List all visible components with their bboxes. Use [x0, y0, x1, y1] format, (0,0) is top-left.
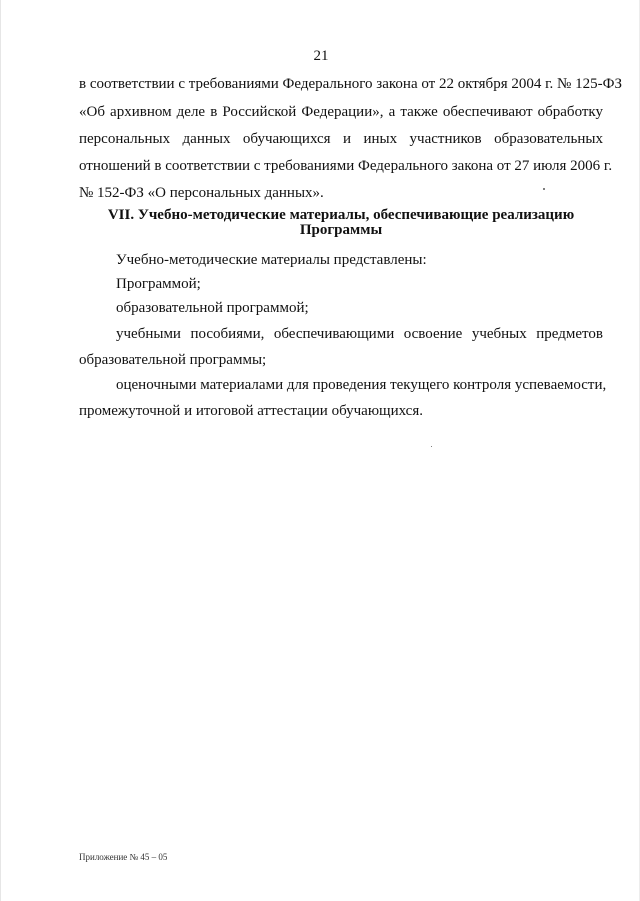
intro-text: Учебно-методические материалы представлены:	[116, 252, 427, 268]
paragraph-line: отношений в соответствии с требованиями Федерального закона от 27 июля 2006 г.	[79, 158, 613, 174]
section-heading-line-1: VII. Учебно-методические материалы, обеспечивающие реализацию	[107, 207, 575, 223]
paragraph-line: персональных данных обучающихся и иных участников образовательных	[79, 131, 603, 147]
section-heading-line-2: Программы	[299, 222, 383, 238]
list-item: образовательной программой;	[116, 300, 309, 316]
list-item-continuation: образовательной программы;	[79, 352, 267, 368]
list-item-continuation: промежуточной и итоговой аттестации обучающихся.	[79, 403, 423, 419]
paragraph-line: «Об архивном деле в Российской Федерации», а также обеспечивают обработку	[79, 104, 603, 120]
paragraph-line: в соответствии с требованиями Федерального закона от 22 октября 2004 г. № 125-ФЗ	[79, 76, 622, 92]
footer-attachment-note: Приложение № 45 – 05	[79, 852, 168, 862]
page-number: 21	[313, 48, 329, 64]
scan-speck	[543, 188, 545, 190]
paragraph-line: № 152-ФЗ «О персональных данных».	[79, 185, 324, 201]
list-item: Программой;	[116, 276, 201, 292]
list-item: оценочными материалами для проведения текущего контроля успеваемости,	[116, 377, 607, 393]
list-item: учебными пособиями, обеспечивающими освоение учебных предметов	[116, 326, 603, 342]
scan-speck	[431, 446, 432, 447]
